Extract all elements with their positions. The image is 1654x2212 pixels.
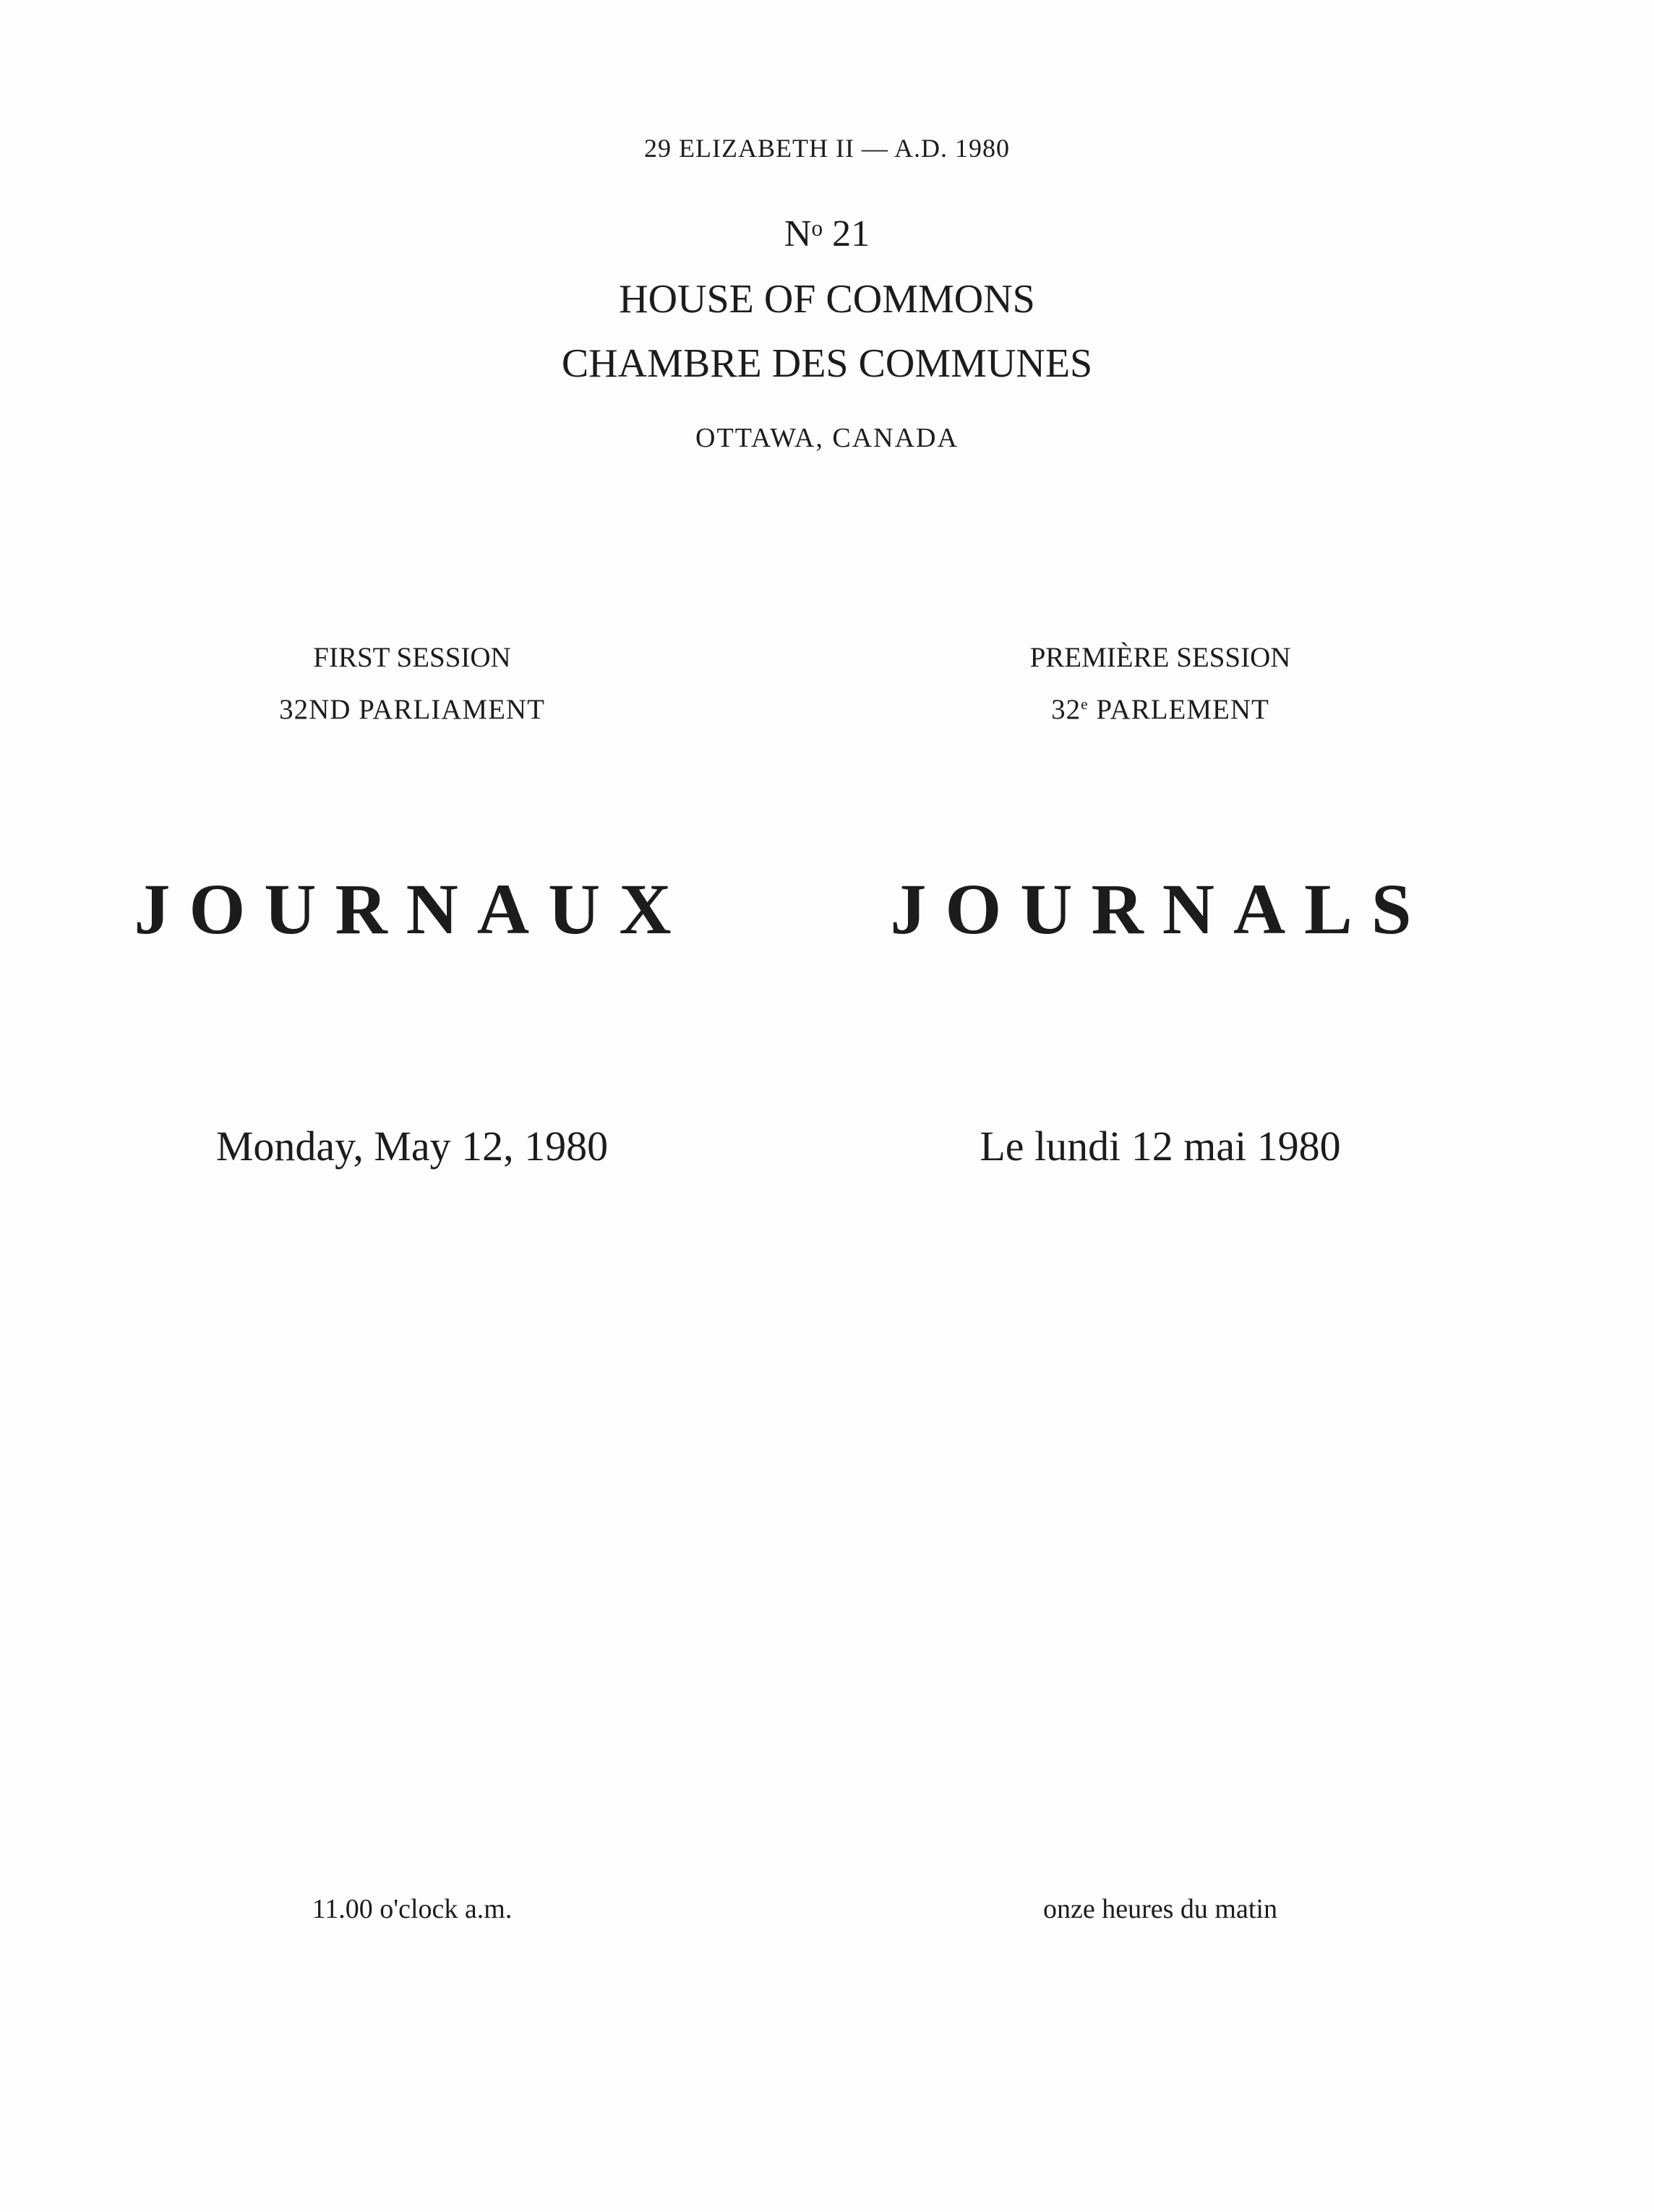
- parliament-fr-number: 32: [1051, 694, 1081, 725]
- location: OTTAWA, CANADA: [695, 423, 959, 453]
- parliament-fr: [871, 695, 1449, 724]
- journal-title-left: JOURNAUX: [134, 869, 690, 949]
- number-mark: o: [811, 215, 823, 241]
- time-en: 11.00 o'clock a.m.: [312, 1894, 513, 1924]
- date-en: Monday, May 12, 1980: [215, 1123, 609, 1170]
- parliament-en: 32ND PARLIAMENT: [279, 694, 545, 725]
- house-title-fr: CHAMBRE DES COMMUNES: [561, 341, 1093, 386]
- number-prefix: N: [784, 213, 812, 254]
- session-en: FIRST SESSION: [313, 642, 511, 673]
- house-title-en: HOUSE OF COMMONS: [619, 277, 1035, 322]
- regnal-year: 29 ELIZABETH II — A.D. 1980: [644, 134, 1010, 163]
- journal-title-right: JOURNALS: [890, 869, 1431, 949]
- parliament-fr-suffix: e: [1081, 695, 1089, 713]
- number-value: 21: [832, 213, 870, 254]
- session-fr: PREMIÈRE SESSION: [1029, 642, 1291, 673]
- time-fr: onze heures du matin: [1043, 1894, 1277, 1924]
- parliament-fr-word: PARLEMENT: [1096, 694, 1269, 725]
- journal-number: [0, 215, 1654, 253]
- date-fr: Le lundi 12 mai 1980: [980, 1123, 1341, 1170]
